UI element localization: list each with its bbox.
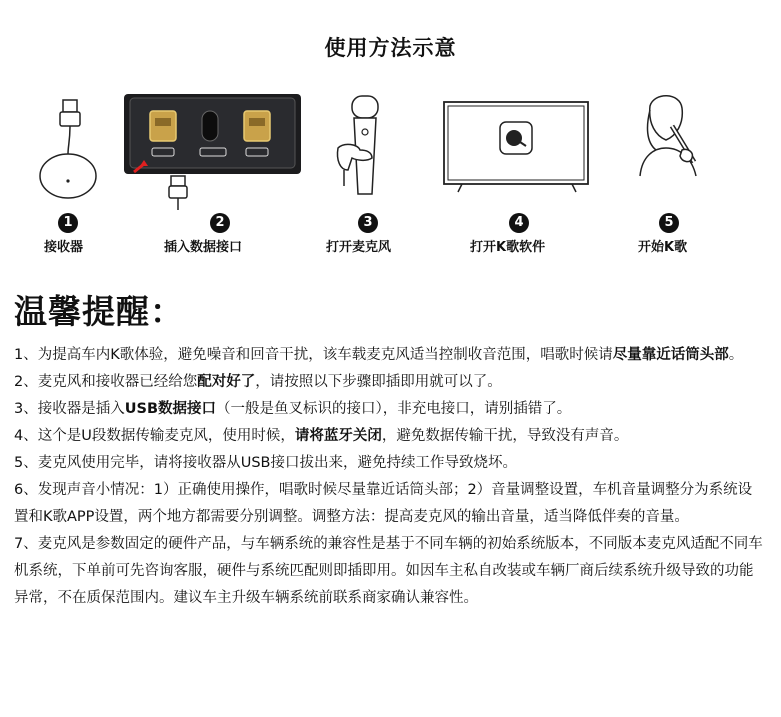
step-5-number: 5	[659, 213, 679, 233]
note-text: 6、发现声音小情况：1）正确使用操作，唱歌时候尽量靠近话筒头部；2）音量调整设置，车机音量调整分为系统设置和K歌APP设置，两个地方都需要分别调整。调整方法：提高麦克风的输出音量，适当降低伴奏的音量。	[14, 482, 753, 525]
step-4-label: 打开K歌软件	[470, 240, 546, 255]
receiver-icon	[30, 86, 120, 201]
step-1-label: 接收器	[44, 240, 84, 255]
note-text: 5、麦克风使用完毕，请将接收器从USB接口拔出来，避免持续工作导致烧坏。	[14, 455, 517, 471]
step-4-number: 4	[509, 213, 529, 233]
reminder-heading: 温馨提醒：	[14, 292, 184, 331]
note-emphasis: 请将蓝牙关闭	[294, 428, 382, 444]
tv-app-icon	[442, 86, 594, 201]
note-item	[14, 450, 766, 477]
note-text: 2、麦克风和接收器已经给您	[14, 374, 198, 390]
step-3-number: 3	[358, 213, 378, 233]
step-5-label: 开始K歌	[638, 240, 688, 255]
step-1-number: 1	[58, 213, 78, 233]
step-3-label: 打开麦克风	[326, 240, 392, 255]
note-item	[14, 369, 766, 396]
step-2-label: 插入数据接口	[164, 240, 243, 255]
note-emphasis: 配对好了	[197, 374, 256, 390]
note-text: 。	[728, 347, 744, 363]
microphone-hand-icon	[330, 86, 400, 201]
note-item	[14, 342, 766, 369]
note-text: 3、接收器是插入	[14, 401, 125, 417]
note-text: ，请按照以下步骤即插即用就可以了。	[255, 374, 502, 390]
note-text: ，避免数据传输干扰，导致没有声音。	[381, 428, 629, 444]
step-4-illustration	[442, 86, 592, 201]
note-item	[14, 477, 766, 531]
step-5-illustration	[636, 86, 781, 201]
note-text: 4、这个是U段数据传输麦克风，使用时候，	[14, 428, 295, 444]
note-item	[14, 531, 766, 612]
step-2-illustration	[124, 86, 274, 211]
note-emphasis: 尽量靠近话筒头部	[612, 347, 729, 363]
page-title: 使用方法示意	[324, 36, 457, 60]
reminder-notes	[14, 342, 766, 612]
note-item	[14, 423, 766, 450]
usb-port-icon	[124, 86, 302, 211]
note-text: 1、为提高车内K歌体验，避免噪音和回音干扰，该车载麦克风适当控制收音范围，唱歌时候请	[14, 347, 613, 363]
note-text: 7、麦克风是参数固定的硬件产品，与车辆系统的兼容性是基于不同车辆的初始系统版本，不同版本麦克风适配不同车机系统，下单前可先咨询客服，硬件与系统匹配则即插即用。如因车主私自改装或车辆厂商后续系统升级导致的功能异常，不在质保范围内。建议车主升级车辆系统前联系商家确认兼容性。	[14, 536, 763, 606]
note-text: （一般是鱼叉标识的接口），非充电接口，请别插错了。	[216, 401, 572, 417]
singer-icon	[636, 86, 716, 201]
note-emphasis: USB数据接口	[124, 401, 217, 417]
step-2-number: 2	[210, 213, 230, 233]
note-item	[14, 396, 766, 423]
